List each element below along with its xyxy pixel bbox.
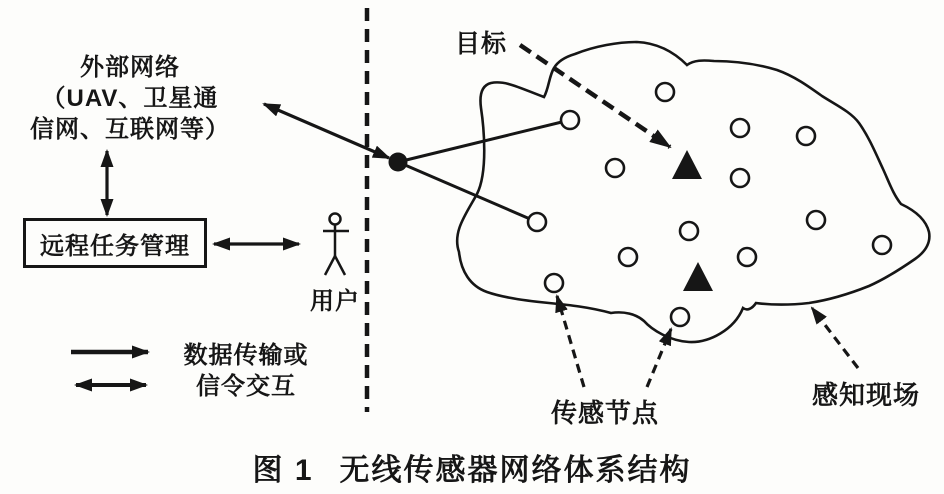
legend-caption xyxy=(158,340,334,402)
user-stick-figure-icon xyxy=(323,214,349,276)
sensor-node xyxy=(606,159,624,177)
external-network-line2: （UAV、卫星通 xyxy=(41,85,219,112)
cloud-outline xyxy=(457,42,929,342)
sensor-node-pointer-arrow-right xyxy=(647,329,671,387)
sensor-node xyxy=(797,127,815,145)
field-pointer-arrow xyxy=(812,308,858,368)
external-to-sink-arrow xyxy=(264,104,389,158)
sink-node xyxy=(389,153,408,172)
figure-caption-prefix: 图 1 xyxy=(252,454,314,487)
remote-task-management-label: 远程任务管理 xyxy=(40,232,190,260)
external-network-label xyxy=(2,52,258,145)
target-triangle xyxy=(672,150,702,179)
sensor-node xyxy=(738,248,756,266)
remote-task-management-box xyxy=(23,218,207,268)
sensor-node-pointer-arrow-left xyxy=(557,296,584,387)
sensor-node xyxy=(619,248,637,266)
legend-caption-line2: 信令交互 xyxy=(196,373,296,400)
sensor-node xyxy=(671,308,689,326)
sensor-node xyxy=(528,213,546,231)
sensor-node xyxy=(873,236,891,254)
sensor-node xyxy=(656,83,674,101)
sensor-node xyxy=(731,169,749,187)
sensing-field-label: 感知现场 xyxy=(812,380,921,410)
sensor-node xyxy=(680,222,698,240)
figure-caption xyxy=(0,445,944,489)
figure-caption-title: 无线传感器网络体系结构 xyxy=(339,454,692,487)
external-network-line3: 信网、互联网等） xyxy=(30,116,230,143)
legend-caption-line1: 数据传输或 xyxy=(183,342,309,369)
sensor-node xyxy=(561,111,579,129)
target-label: 目标 xyxy=(455,30,508,58)
external-network-line1: 外部网络 xyxy=(80,54,180,81)
sensor-node xyxy=(731,119,749,137)
sensor-node xyxy=(545,274,563,292)
user-label: 用户 xyxy=(310,288,360,315)
sensor-node xyxy=(807,211,825,229)
sensor-node-label: 传感节点 xyxy=(551,398,660,428)
sink-node-group xyxy=(389,153,408,172)
target-markers-group xyxy=(672,150,713,291)
target-triangle xyxy=(683,262,713,291)
